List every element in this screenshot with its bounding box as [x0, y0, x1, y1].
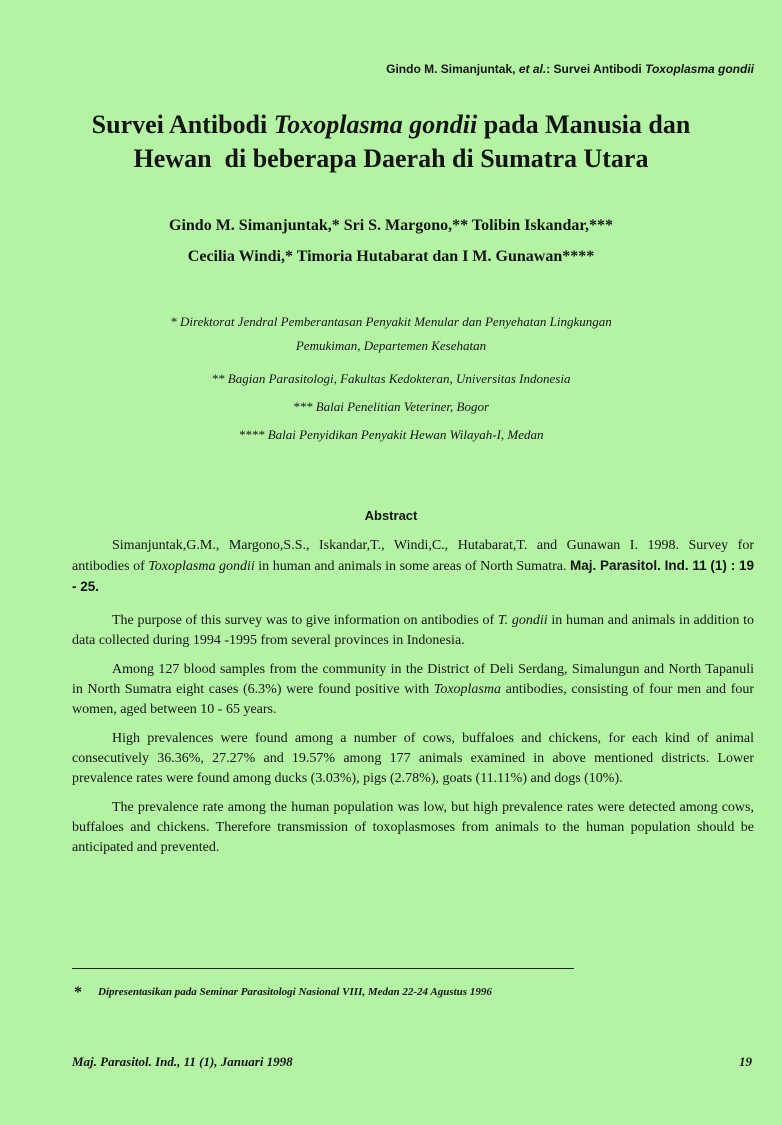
abstract-paragraph-3: [72, 660, 754, 720]
running-header: [386, 62, 754, 76]
affiliations: [0, 310, 782, 447]
citation-species: Toxoplasma gondii: [148, 559, 255, 574]
affiliation-1-cont: Pemukiman, Departemen Kesehatan: [295, 338, 487, 353]
title-part-b: pada Manusia dan: [483, 110, 691, 139]
p2-text-a: The purpose of this survey was to give information on antibodies of: [112, 613, 495, 628]
title-part-a: Survei Antibodi: [91, 110, 268, 139]
p2-text-b: in human and animals in addition to data collected during 1994 -1995 from several provinces in Indonesia.: [72, 613, 755, 648]
citation-text-b: in human and animals in some areas of North Sumatra.: [258, 559, 567, 574]
footer-journal: Maj. Parasitol. Ind., 11 (1), Januari 1998: [72, 1054, 293, 1069]
citation-text: Simanjuntak,G.M., Margono,S.S., Iskandar,T., Windi,C., Hutabarat,T. and Gunawan I. 1998. Survey for antibodies of: [72, 538, 754, 574]
abstract-paragraph-4: High prevalences were found among a number of cows, buffaloes and chickens, for each kind of animal consecutively 36.36%, 27.27% and 19.57% among 177 animals examined in above mentioned districts. Lower prevalence rates were found among ducks (3.03%), pigs (2.78%), goats (11.11%) and dogs (10%).: [72, 731, 754, 786]
authors-line-1: Gindo M. Simanjuntak,* Sri S. Margono,** Tolibin Iskandar,***: [169, 217, 613, 234]
header-species: Toxoplasma gondii: [645, 62, 754, 76]
abstract-body: [72, 536, 754, 867]
author-list: [0, 210, 782, 272]
p3-species: Toxoplasma: [433, 682, 501, 697]
footnote-rule: [72, 968, 574, 969]
page-title: [0, 108, 782, 176]
footnote-text: Dipresentasikan pada Seminar Parasitologi Nasional VIII, Medan 22-24 Agustus 1996: [98, 986, 492, 998]
affiliation-2: ** Bagian Parasitologi, Fakultas Kedokteran, Universitas Indonesia: [211, 371, 571, 386]
affiliation-3: *** Balai Penelitian Veteriner, Bogor: [292, 399, 490, 414]
footnote: [74, 984, 492, 1002]
header-etal: et al.: [518, 62, 547, 76]
p3-text-b: antibodies, consisting of four men and four women, aged between 10 - 65 years.: [72, 682, 755, 717]
abstract-paragraph-2: [72, 611, 754, 651]
affiliation-1: * Direktorat Jendral Pemberantasan Penyakit Menular dan Penyehatan Lingkungan: [170, 314, 612, 329]
p3-text-a: Among 127 blood samples from the community in the District of Deli Serdang, Simalungun and North Tapanuli in North Sumatra eight cases (6.3%) were found positive with: [72, 662, 754, 697]
affiliation-4: **** Balai Penyidikan Penyakit Hewan Wilayah-I, Medan: [238, 427, 544, 442]
header-author: Gindo M. Simanjuntak,: [386, 62, 516, 76]
abstract-citation: [72, 536, 754, 598]
title-species: Toxoplasma gondii: [273, 110, 478, 139]
title-line-2: Hewan di beberapa Daerah di Sumatra Utara: [133, 144, 649, 173]
authors-line-2: Cecilia Windi,* Timoria Hutabarat dan I M. Gunawan****: [187, 248, 595, 265]
abstract-paragraph-5: The prevalence rate among the human population was low, but high prevalence rates were detected among cows, buffaloes and chickens. Therefore transmission of toxoplasmoses from animals to the human population should be anticipated and prevented.: [72, 800, 754, 855]
p2-species: T. gondii: [497, 613, 548, 628]
title-line-1: [0, 108, 782, 142]
header-sep: : Survei Antibodi: [546, 62, 642, 76]
page-number: 19: [739, 1054, 752, 1069]
abstract-heading: Abstract: [364, 508, 418, 523]
citation-journal: Maj. Parasitol. Ind. 11 (1) : 19 - 25.: [72, 558, 755, 594]
footnote-marker: *: [74, 984, 82, 1001]
